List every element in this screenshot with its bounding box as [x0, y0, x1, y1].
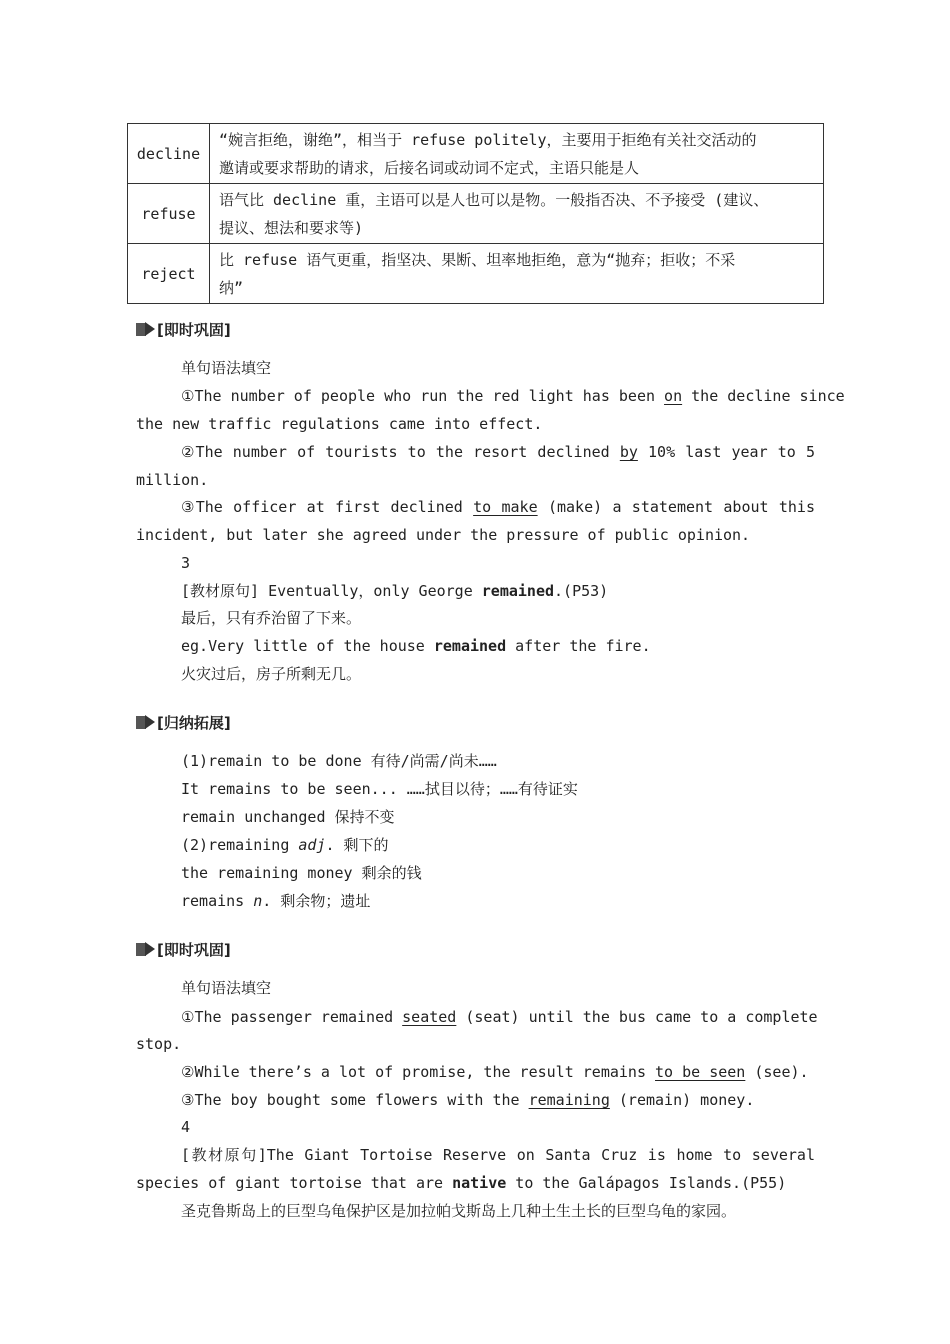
definition-line: “婉言拒绝，谢绝”，相当于 refuse politely，主要用于拒绝有关社交活动的	[219, 130, 757, 149]
table-row	[128, 244, 824, 304]
source-sentence: [教材原句]The Giant Tortoise Reserve on Santa Cruz is home to several	[181, 1146, 815, 1164]
definition-line: 语气比 decline 重，主语可以是人也可以是物。一般指否决、不予接受 (建议、	[219, 190, 769, 209]
section-heading	[136, 712, 231, 733]
exercise-line: incident, but later she agreed under the pressure of public opinion.	[136, 526, 751, 544]
expansion-line: remains n. 剩余物；遗址	[181, 892, 371, 910]
item-number: 3	[181, 554, 191, 572]
source-translation: 最后，只有乔治留了下来。	[181, 609, 362, 627]
section-heading-text: [即时巩固]	[157, 321, 231, 339]
exercise-line: ②The number of tourists to the resort declined by 10% last year to 5	[181, 443, 815, 461]
exercise-line: the new traffic regulations came into effect.	[136, 415, 543, 433]
exercise-line: million.	[136, 471, 209, 489]
definition-line: 邀请或要求帮助的请求，后接名词或动词不定式，主语只能是人	[219, 158, 640, 177]
answer-blank: seated	[402, 1008, 457, 1026]
answer-blank: to make	[473, 498, 538, 516]
exercise-line: ③The officer at first declined to make (make) a statement about this	[181, 498, 815, 516]
term-cell: reject	[128, 244, 210, 304]
expansion-line: (1)remain to be done 有待/尚需/尚未……	[181, 752, 497, 770]
definition-cell	[210, 244, 824, 304]
exercise-line: stop.	[136, 1035, 182, 1053]
exercise-line: ③The boy bought some flowers with the remaining (remain) money.	[181, 1091, 755, 1109]
section-heading	[136, 319, 231, 340]
example-translation: 火灾过后，房子所剩无几。	[181, 665, 362, 683]
answer-blank: remaining	[528, 1091, 610, 1109]
expansion-line: (2)remaining adj. 剩下的	[181, 836, 389, 854]
definition-line: 提议、想法和要求等)	[219, 218, 364, 237]
section-heading-text: [即时巩固]	[157, 941, 231, 959]
example-sentence: eg.Very little of the house remained after the fire.	[181, 637, 651, 655]
exercise-line: ①The passenger remained seated (seat) until the bus came to a complete	[181, 1008, 818, 1026]
answer-blank: by	[619, 443, 638, 461]
section-heading-text: [归纳拓展]	[157, 714, 231, 732]
expansion-line: remain unchanged 保持不变	[181, 808, 395, 826]
definition-line: 比 refuse 语气更重，指坚决、果断、坦率地拒绝，意为“抛弃；拒收；不采	[219, 250, 736, 269]
term-cell: decline	[128, 124, 210, 184]
table-row	[128, 184, 824, 244]
definition-line: 纳”	[219, 278, 244, 297]
source-sentence: [教材原句] Eventually，only George remained.(P53)	[181, 582, 609, 600]
answer-blank: to be seen	[655, 1063, 746, 1081]
table-row	[128, 124, 824, 184]
exercise-intro: 单句语法填空	[181, 359, 272, 377]
source-sentence: species of giant tortoise that are native to the Galápagos Islands.(P55)	[136, 1174, 787, 1192]
play-marker-icon	[136, 322, 156, 337]
exercise-line: ①The number of people who run the red light has been on the decline since	[181, 387, 845, 405]
exercise-intro: 单句语法填空	[181, 979, 272, 997]
definition-cell	[210, 184, 824, 244]
item-number: 4	[181, 1118, 191, 1136]
section-heading	[136, 939, 231, 960]
play-marker-icon	[136, 942, 156, 957]
answer-blank: on	[664, 387, 683, 405]
vocab-comparison-table	[127, 123, 824, 304]
exercise-line: ②While there’s a lot of promise, the result remains to be seen (see).	[181, 1063, 809, 1081]
term-cell: refuse	[128, 184, 210, 244]
definition-cell	[210, 124, 824, 184]
expansion-line: the remaining money 剩余的钱	[181, 864, 422, 882]
source-translation: 圣克鲁斯岛上的巨型乌龟保护区是加拉帕戈斯岛上几种土生土长的巨型乌龟的家园。	[181, 1202, 737, 1220]
play-marker-icon	[136, 715, 156, 730]
expansion-line: It remains to be seen... ……拭目以待；……有待证实	[181, 780, 578, 798]
